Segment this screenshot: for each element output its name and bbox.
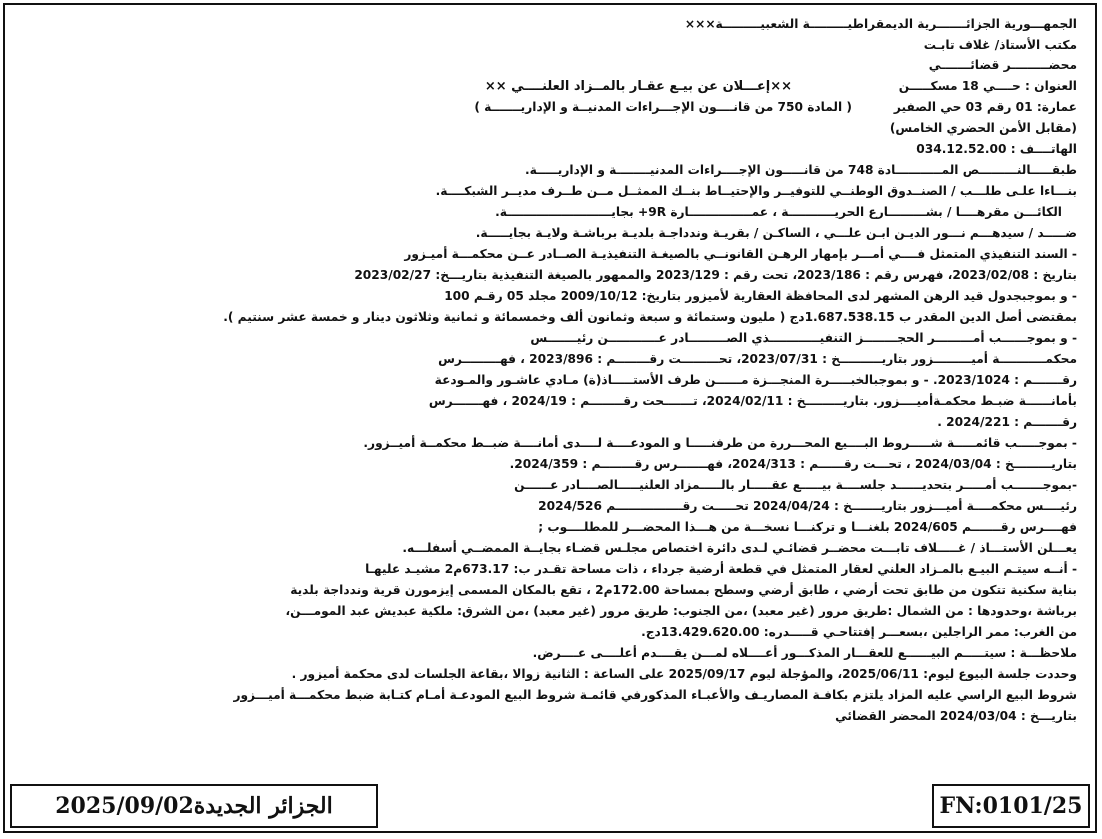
body-line: شروط البيع الراسي عليه المزاد يلتزم بكافـة المصاريـف والأعبـاء المذكورفي قائمـة شروط البيع المودعـة أمـام كتـابة ضبط محكمـــة أميـــزور <box>233 688 1077 702</box>
building-line: عمارة: 01 رقم 03 حي الصفير <box>893 100 1077 114</box>
body-line: - بموجـــــب قائمـــــة شـــــروط البــــيع المحـــررة من طرفنـــــا و المودعــــة لــــدى أمانــــة ضبــط محكمــة أميــزور. <box>363 436 1077 450</box>
file-number-box <box>932 784 1090 828</box>
body-line: من الغرب: ممر الراجلين ،بسعـــر إفتتاحـي قـــــدره: 13.429.620.00دج. <box>641 625 1077 639</box>
phone-line: الهاتــــف : 034.12.52.00 <box>916 142 1077 156</box>
body-line: رئيــــس محكمــــة أميـــزور بتاريـــــــخ : 2024/04/24 تحـــــت رقــــــــــــــــم 2024/526 <box>538 499 1077 513</box>
body-line: وحددت جلسة البيوع ليوم: 2025/06/11، والمؤجلة ليوم 2025/09/17 على الساعة : الثانية زوالا ،بقاعة الجلسات لدى محكمة أميزور . <box>291 667 1077 681</box>
republic-title: الجمهـــورية الجزائـــــــرية الديمقراطيـــــــــة الشعبيـــــــــة××× <box>684 17 1077 31</box>
body-line: برباشة ،وحدودها : من الشمال :طريق مرور (غير معبد) ،من الجنوب: طريق مرور (غير معبد) ،من الشرق: ملكية عبديش عبد المومـــن، <box>285 604 1077 618</box>
office-name: مكتب الأستاذ/ غلاف تابـت <box>923 38 1077 52</box>
body-line: بتاريـــخ : 2024/03/04 المحضر القضائي <box>835 709 1077 723</box>
body-line: فهــــرس رقـــــــم 2024/605 بلغنـــا و تركنـــا نسخـــة من هـــذا المحضـــر للمطلــــوب ; <box>538 520 1077 534</box>
body-line: رقـــــــم : 2023/1024. - و بموجبالخبـــــرة المنجـــزة مــــــن طرف الأستـــــاذ(ة) مـادي عاشـور والمـودعة <box>434 373 1077 387</box>
body-line: بتاريخ : 2023/02/08، فهرس رقم : 2023/186، تحت رقم : 2023/129 والممهور بالصيغة التنفيذية بتاريـــخ: 2023/02/27 <box>354 268 1077 282</box>
body-line: - السند التنفيذي المتمثل فــــي أمـــر بإمهار الرهـن القانونــي بالصيغـة التنفيذيـة الصــادر عــن محكمـــة أميـزور <box>404 247 1077 261</box>
body-line: يعـــلن الأستـــاذ / غـــــلاف تابـــت محضــر قضائـي لـدى دائرة اختصاص مجلـس قضـاء بجايــة الممضــي أسفلـــه. <box>402 541 1077 555</box>
body-line: الكائـــن مقرهــــا / بشـــــــــارع الحريـــــــــــة ، عمـــــــــــــــارة 9R+ بجايـــــــــــــــــــــــــة. <box>495 205 1062 219</box>
file-number: FN:0101/25 <box>939 793 1083 819</box>
body-line: طبقـــــالنـــــــــص المـــــــــــادة 748 من قانـــــون الإجــــراءات المدنيــــــــة و الإداريـــــة. <box>524 163 1077 177</box>
body-line: بتاريـــــــــخ : 2024/03/04 ، تحـــت رقــــــم : 2024/313، فهـــــــرس رقــــــــم : 2024/359. <box>509 457 1077 471</box>
landmark-line: (مقابل الأمن الحضري الخامس) <box>889 121 1077 135</box>
body-line: محكمـــــــــــة أميـــــــــزور بتاريــــــــــخ : 2023/07/31، تحـــــــــت رقــــــــم : 2023/896 ، فهـــــــــرس <box>438 352 1077 366</box>
body-line: - أنــه سيتـم البيـع بالمـزاد العلني لعقار المتمثل في قطعة أرضية جرداء ، ذات مساحة تقـدر ب: 673.17م2 مشيـد عليهـا <box>365 562 1077 576</box>
body-line: ملاحظـــة : سيتـــــم البيــــــع للعقـــار المذكـــور أعــــلاه لمـــن يقــــدم أعلــــى عــــرض. <box>532 646 1077 660</box>
body-line: بنـــاءا علـى طلـــب / الصنــدوق الوطنــي للتوفيــر والإحتيــاط بنــك الممثــل مــن طــرف مديــر الشبكــــة. <box>435 184 1077 198</box>
body-line: ضـــــد / سيدهـــم نـــور الديـن ابـن علـــي ، الساكـن / بقريـة وندداجـة بلديـة برباشـة ولايـة بجايـــــة. <box>475 226 1077 240</box>
announcement-title: ××إعـــلان عن بيـع عقـار بالمــزاد العلنــــي ×× <box>484 79 792 94</box>
body-line: - و بموجبجدول قيد الرهن المشهر لدى المحافظة العقارية لأميزور بتاريخ: 2009/10/12 مجلد 05 رقـم 100 <box>444 289 1077 303</box>
body-line: بناية سكنية تتكون من طابق تحت أرضي ، طابق أرضي وسطح بمساحة 172.00م2 ، تقع بالمكان المسمى إيزمورن قرية وندداجة بلدية <box>290 583 1077 597</box>
article-reference: ( المادة 750 من قانــــون الإجـــراءات المدنيــة و الإداريـــــــة ) <box>474 100 852 114</box>
bailiff-title: محضـــــــــر قضائـــــــي <box>928 58 1077 72</box>
body-line: بأمانــــــة ضبـط محكمـةأميــــزور. بتاريـــــــــخ : 2024/02/11، تـــــــحت رقــــــــم : 2024/19 ، فهـــــــرس <box>428 394 1077 408</box>
address-line: العنوان : حــــي 18 مسكـــــن <box>898 79 1077 93</box>
newspaper-date-box <box>10 784 378 828</box>
body-line: بمقتضى أصل الدين المقدر ب 1.687.538.15دج ( مليون وستمائة و سبعة وثمانون ألف وخمسمائة و ثمانية وثلاثون دينار و خمسة عشر سنتيم ). <box>223 310 1077 324</box>
body-line: -بموجـــــــب أمـــــر بتحديــــــد جلســــة بيـــــع عقـــــار بالـــــمزاد العلنيـــــالصــــادر عــــــن <box>514 478 1077 492</box>
newspaper-date: الجزائر الجديدة2025/09/02 <box>55 793 333 819</box>
body-line: - و بموجــــــب أمـــــــــر الحجــــــــز التنفيــــــــــــذي الصـــــــــادر عــــــــــــن رئيـــــــس <box>530 331 1077 345</box>
body-line: رقـــــــم : 2024/221 . <box>937 415 1077 429</box>
